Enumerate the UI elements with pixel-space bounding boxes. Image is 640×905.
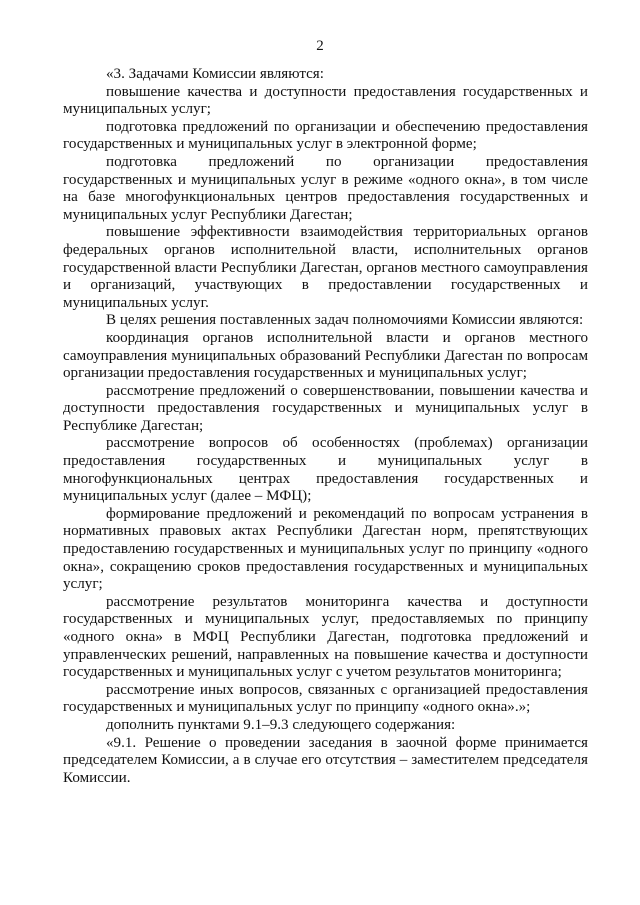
paragraph: рассмотрение вопросов об особенностях (проблемах) организации предоставления государственных и муниципальных услуг в многофункциональных центрах предоставления государственных и муниципальных услуг (далее – МФЦ); bbox=[63, 435, 588, 505]
paragraph: повышение качества и доступности предоставления государственных и муниципальных услуг; bbox=[63, 83, 588, 118]
paragraph: подготовка предложений по организации и обеспечению предоставления государственных и муниципальных услуг в электронной форме; bbox=[63, 118, 588, 153]
paragraph: рассмотрение иных вопросов, связанных с организацией предоставления государственных и муниципальных услуг по принципу «одного окна».»; bbox=[63, 681, 588, 716]
paragraph: рассмотрение предложений о совершенствовании, повышении качества и доступности предоставления государственных и муниципальных услуг в Республике Дагестан; bbox=[63, 382, 588, 434]
paragraph: повышение эффективности взаимодействия территориальных органов федеральных органов исполнительной власти, исполнительных органов государственной власти Республики Дагестан, органов местного самоуправления и организаций, участвующих в предоставлении государственных и муниципальных услуг. bbox=[63, 224, 588, 311]
paragraph: В целях решения поставленных задач полномочиями Комиссии являются: bbox=[106, 312, 584, 329]
page-number: 2 bbox=[316, 38, 324, 54]
paragraph: дополнить пунктами 9.1–9.3 следующего содержания: bbox=[106, 716, 456, 733]
paragraph: «9.1. Решение о проведении заседания в заочной форме принимается председателем Комиссии, а в случае его отсутствия – заместителем председателя Комиссии. bbox=[63, 734, 588, 786]
paragraph: рассмотрение результатов мониторинга качества и доступности государственных и муниципальных услуг, предоставляемых по принципу «одного окна» в МФЦ Республики Дагестан, подготовка предложений и управленческих решений, направленных на повышение качества и доступности государственных и муниципальных услуг с учетом результатов мониторинга; bbox=[63, 593, 588, 681]
paragraph: подготовка предложений по организации предоставления государственных и муниципальных услуг в режиме «одного окна», в том числе на базе многофункциональных центров предоставления государственных и муниципальных услуг Республики Дагестан; bbox=[63, 153, 588, 223]
paragraph: координация органов исполнительной власти и органов местного самоуправления муниципальных образований Республики Дагестан по вопросам организации предоставления государственных и муниципальных услуг; bbox=[63, 329, 588, 382]
paragraph: «3. Задачами Комиссии являются: bbox=[106, 66, 324, 82]
paragraph: формирование предложений и рекомендаций по вопросам устранения в нормативных правовых актах Республики Дагестан норм, препятствующих предоставлению государственных и муниципальных услуг по принципу «одного окна», сокращению сроков предоставления государственных и муниципальных услуг; bbox=[63, 505, 588, 593]
document-body bbox=[63, 66, 588, 787]
